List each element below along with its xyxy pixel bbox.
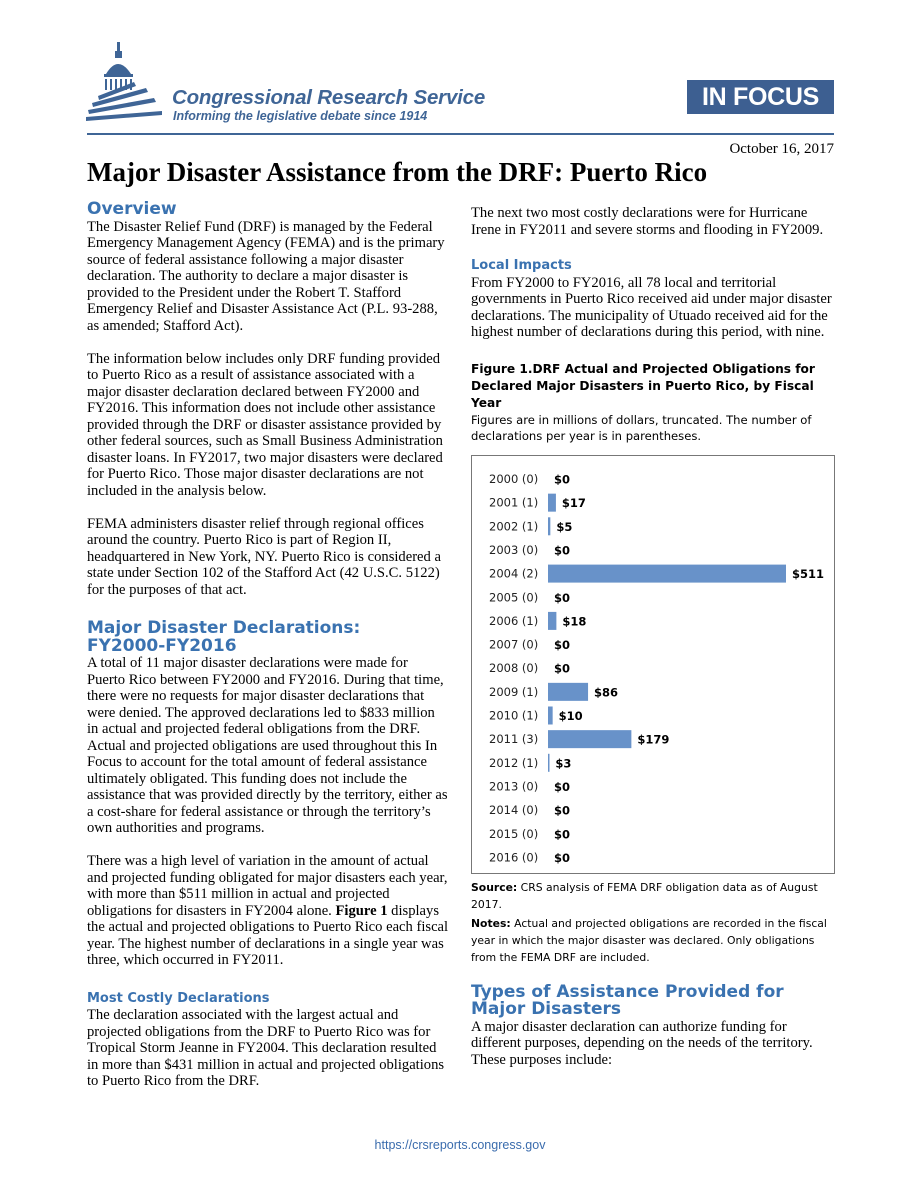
bar [548,564,786,582]
data-label: $0 [554,850,571,865]
data-label: $0 [554,472,571,486]
bar [548,753,550,771]
data-label: $10 [558,708,583,723]
category-label: 2015 (0) [489,826,539,841]
data-label: $18 [562,613,587,628]
category-label: 2008 (0) [489,660,539,675]
data-label: $86 [594,684,619,699]
data-label: $0 [554,542,571,557]
category-label: 2014 (0) [489,802,539,817]
category-label: 2000 (0) [489,471,539,486]
org-tagline: Informing the legislative debate since 1914 [173,109,428,123]
bar [548,611,556,629]
category-label: 2003 (0) [489,542,539,557]
costly-heading: Most Costly Declarations [87,990,270,1006]
header-divider [87,133,834,135]
costly-paragraph: The declaration associated with the largest actual and projected obligations from the DRF to Puerto Rico was for Tropical Storm Jeanne in FY2004. This declaration resulted in more than $431 million in actual and projected obligations to Puerto Rico from the DRF. [87,1007,445,1089]
page-title: Major Disaster Assistance from the DRF: Puerto Rico [87,157,708,187]
bar [548,517,550,535]
category-label: 2012 (1) [489,755,539,770]
data-label: $5 [556,519,573,534]
overview-paragraph: FEMA administers disaster relief through regional offices around the country. Puerto Rico is part of Region II, headquartered in New York, NY. Puerto Rico is considered a state under Section 102 of the Stafford Act (42 U.S.C. 5122) for the purposes of that act. [87,515,441,598]
local-impacts-heading: Local Impacts [471,258,572,273]
declarations-paragraph: A total of 11 major disaster declarations were made for Puerto Rico between FY2000 and FY2016. During that time, there were no requests for major disaster declarations that were denied. The approved declarations led to $833 million in actual and projected federal obligations from the DRF. Actual and projected obligations are used throughout this In Focus to account for the total amount of federal assistance ultimately obligated. This funding does not include the assistance that was provided directly by the territory, either as a cost-share for federal assistance or through the territory’s own authorities and programs. [87,655,448,836]
category-label: 2016 (0) [489,849,539,864]
category-label: 2011 (3) [489,731,539,746]
local-impacts-paragraph: From FY2000 to FY2016, all 78 local and territorial governments in Puerto Rico received aid under major disaster declarations. The municipality of Utuado received aid for the highest number of declarations during this period, with nine. [471,274,832,340]
capitol-dome-logo [84,40,166,132]
declarations-heading: Major Disaster Declarations: FY2000-FY2016 [87,618,361,656]
figure-title: Figure 1.DRF Actual and Projected Obligations for Declared Major Disasters in Puerto Rico, by Fiscal Year [471,361,815,410]
footer-link[interactable]: https://crsreports.congress.gov [374,1138,546,1152]
category-label: 2006 (1) [489,613,539,628]
types-heading: Types of Assistance Provided for Major Disasters [471,981,784,1019]
category-label: 2004 (2) [489,566,539,581]
data-label: $179 [637,732,670,747]
overview-paragraph: The Disaster Relief Fund (DRF) is managed by the Federal Emergency Management Agency (FEMA) and is the primary source of federal assistance following a major disaster declaration. The authority to declare a major disaster is provided to the President under the Robert T. Stafford Emergency Relief and Disaster Assistance Act (P.L. 93-288, as amended; Stafford Act). [87,218,445,334]
right-column [471,205,835,1068]
data-label: $0 [554,661,571,676]
figure-notes: Notes: Actual and projected obligations are recorded in the fiscal year in which the major disaster was declared. Only obligations from the FEMA DRF are included. [471,916,827,964]
bar [548,706,553,724]
types-paragraph: A major disaster declaration can authorize funding for different purposes, depending on the needs of the territory. These purposes include: [471,1018,813,1068]
data-label: $0 [554,803,571,818]
bar [548,730,631,748]
category-label: 2009 (1) [489,684,539,699]
category-label: 2010 (1) [489,708,539,722]
data-label: $511 [792,566,825,581]
figure-reference[interactable]: Figure 1 [335,902,388,919]
bar [548,682,588,700]
figure-source: Source: CRS analysis of FEMA DRF obligation data as of August 2017. [471,880,818,911]
data-label: $0 [554,637,571,652]
bar-chart-svg [472,456,834,873]
category-label: 2005 (0) [489,589,539,604]
in-focus-badge: IN FOCUS [687,80,834,114]
data-label: $17 [561,495,586,510]
bar [548,493,556,511]
category-label: 2007 (0) [489,637,539,652]
obligations-chart [471,455,835,874]
overview-heading: Overview [87,199,177,219]
org-name: Congressional Research Service [172,86,486,109]
category-label: 2002 (1) [489,518,539,533]
data-label: $3 [555,755,572,770]
left-column [87,201,449,1090]
data-label: $0 [554,826,571,841]
overview-paragraph: The information below includes only DRF funding provided to Puerto Rico as a result of assistance associated with a major disaster declaration declared between FY2000 and FY2016. This information does not include other assistance provided through the DRF or disaster assistance provided by other federal sources, such as Small Business Administration disaster loans. In FY2017, two major disasters were declared for Puerto Rico. Those major disaster declarations are not included in the analysis below. [87,350,443,499]
data-label: $0 [554,590,571,605]
category-label: 2013 (0) [489,778,539,793]
costly-paragraph-continued: The next two most costly declarations were for Hurricane Irene in FY2011 and severe storms and flooding in FY2009. [471,205,824,238]
declarations-paragraph: There was a high level of variation in the amount of actual and projected funding obligated for major disasters each year, with more than $511 million in actual and projected obligations for disasters in FY2004 alone. Figure 1 displays the actual and projected obligations to Puerto Rico each fiscal year. The highest number of declarations in a single year was three, which occurred in FY2011. [87,853,449,968]
figure-description: Figures are in millions of dollars, truncated. The number of declarations per year is in parentheses. [471,412,812,443]
publication-date: October 16, 2017 [729,141,834,157]
category-label: 2001 (1) [489,495,539,510]
data-label: $0 [554,779,571,794]
